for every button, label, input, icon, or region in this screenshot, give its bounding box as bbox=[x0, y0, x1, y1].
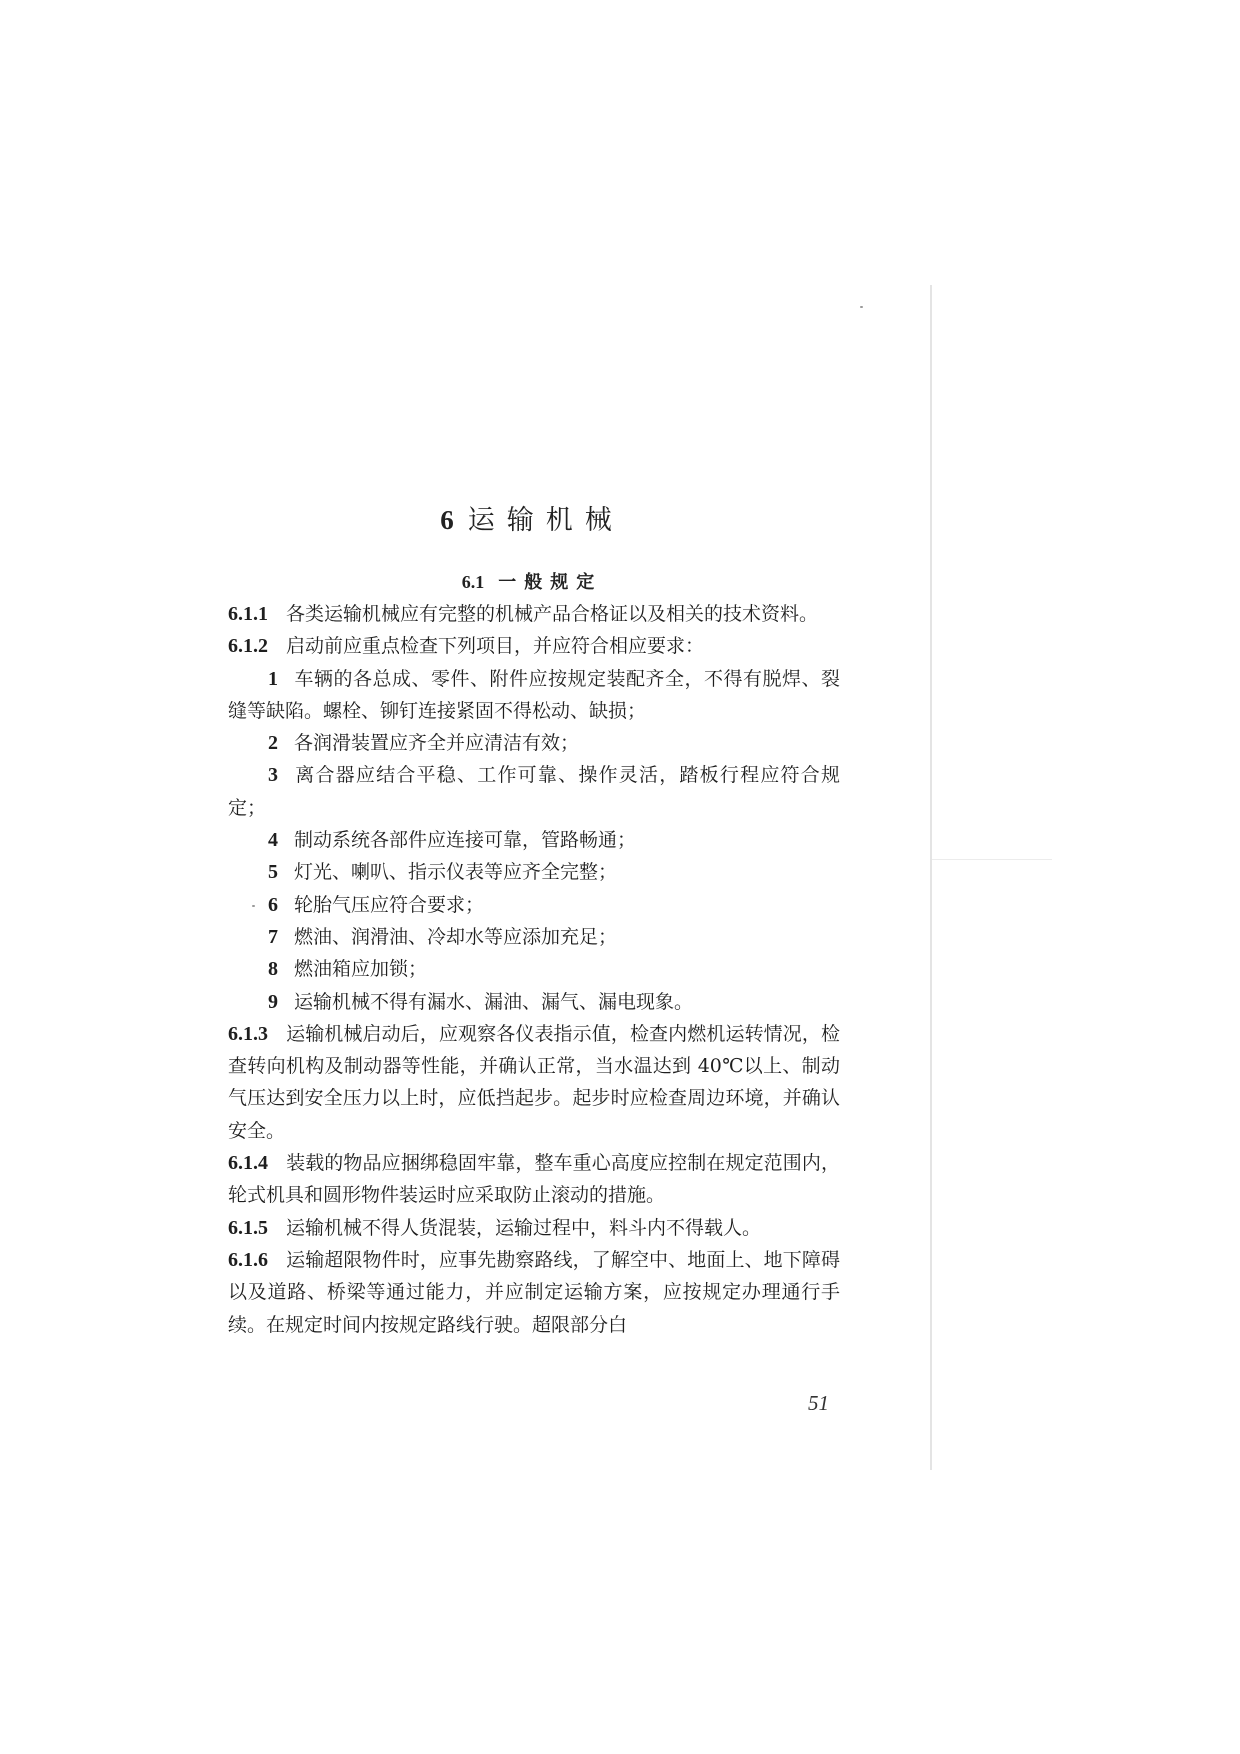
scan-speck bbox=[860, 306, 863, 308]
list-item bbox=[228, 921, 840, 953]
section-title bbox=[0, 568, 1064, 594]
item-text: 轮胎气压应符合要求； bbox=[294, 893, 485, 916]
clause-number: 6.1.5 bbox=[228, 1216, 268, 1239]
item-text: 燃油箱应加锁； bbox=[294, 958, 428, 981]
clause-6-1-1 bbox=[228, 598, 840, 630]
list-item bbox=[228, 663, 840, 728]
scan-page-edge bbox=[930, 285, 932, 1470]
list-item bbox=[228, 759, 840, 824]
document-body bbox=[228, 598, 840, 1341]
chapter-title-text: 运输机械 bbox=[467, 505, 624, 537]
list-item bbox=[228, 727, 840, 759]
clause-6-1-4 bbox=[228, 1147, 840, 1212]
chapter-number: 6 bbox=[440, 505, 454, 536]
item-text: 离合器应结合平稳、工作可靠、操作灵活，踏板行程应符合规定； bbox=[228, 764, 840, 819]
list-item bbox=[228, 953, 840, 985]
list-item bbox=[228, 856, 840, 888]
clause-6-1-3 bbox=[228, 1018, 840, 1147]
clause-number: 6.1.3 bbox=[228, 1022, 268, 1045]
clause-text: 运输超限物件时，应事先勘察路线，了解空中、地面上、地下障碍以及道路、桥梁等通过能力，并应制定运输方案，应按规定办理通行手续。在规定时间内按规定路线行驶。超限部分白 bbox=[228, 1248, 840, 1336]
item-number: 6 bbox=[268, 893, 278, 916]
item-number: 8 bbox=[268, 958, 278, 981]
chapter-title bbox=[0, 498, 1064, 537]
clause-text: 运输机械不得人货混装，运输过程中，料斗内不得载人。 bbox=[286, 1216, 762, 1239]
clause-text: 启动前应重点检查下列项目，并应符合相应要求： bbox=[286, 635, 705, 658]
item-text: 运输机械不得有漏水、漏油、漏气、漏电现象。 bbox=[294, 990, 694, 1013]
clause-number: 6.1.2 bbox=[228, 635, 268, 658]
item-text: 各润滑装置应齐全并应清洁有效； bbox=[294, 732, 580, 755]
scan-fold-line bbox=[932, 859, 1052, 860]
item-number: 9 bbox=[268, 990, 278, 1013]
clause-number: 6.1.1 bbox=[228, 603, 268, 625]
list-item bbox=[228, 986, 840, 1018]
clause-text: 装载的物品应捆绑稳固牢靠，整车重心高度应控制在规定范围内，轮式机具和圆形物件装运时应采取防止滚动的措施。 bbox=[228, 1152, 840, 1207]
item-text: 车辆的各总成、零件、附件应按规定装配齐全，不得有脱焊、裂缝等缺陷。螺栓、铆钉连接紧固不得松动、缺损； bbox=[228, 667, 840, 722]
item-text: 灯光、喇叭、指示仪表等应齐全完整； bbox=[294, 861, 618, 884]
clause-text: 运输机械启动后，应观察各仪表指示值，检查内燃机运转情况，检查转向机构及制动器等性能，并确认正常，当水温达到 40℃以上、制动气压达到安全压力以上时，应低挡起步。起步时应检查周边环境，并确认安全。 bbox=[228, 1022, 840, 1142]
item-number: 5 bbox=[268, 861, 278, 884]
item-number: 7 bbox=[268, 925, 278, 948]
clause-number: 6.1.6 bbox=[228, 1248, 268, 1271]
item-number: 3 bbox=[268, 764, 278, 787]
clause-6-1-6 bbox=[228, 1244, 840, 1341]
item-number: 2 bbox=[268, 732, 278, 755]
item-text: 燃油、润滑油、冷却水等应添加充足； bbox=[294, 925, 618, 948]
page-number: 51 bbox=[808, 1391, 829, 1415]
item-number: 1 bbox=[268, 667, 278, 690]
section-number: 6.1 bbox=[461, 571, 485, 592]
list-item bbox=[228, 824, 840, 856]
item-number: 4 bbox=[268, 829, 278, 852]
list-item bbox=[228, 889, 840, 921]
clause-number: 6.1.4 bbox=[228, 1152, 268, 1175]
item-text: 制动系统各部件应连接可靠，管路畅通； bbox=[294, 829, 637, 852]
clause-6-1-5 bbox=[228, 1212, 840, 1244]
section-title-text: 一般规定 bbox=[498, 571, 603, 593]
clause-text: 各类运输机械应有完整的机械产品合格证以及相关的技术资料。 bbox=[286, 603, 819, 625]
clause-6-1-2 bbox=[228, 630, 840, 662]
